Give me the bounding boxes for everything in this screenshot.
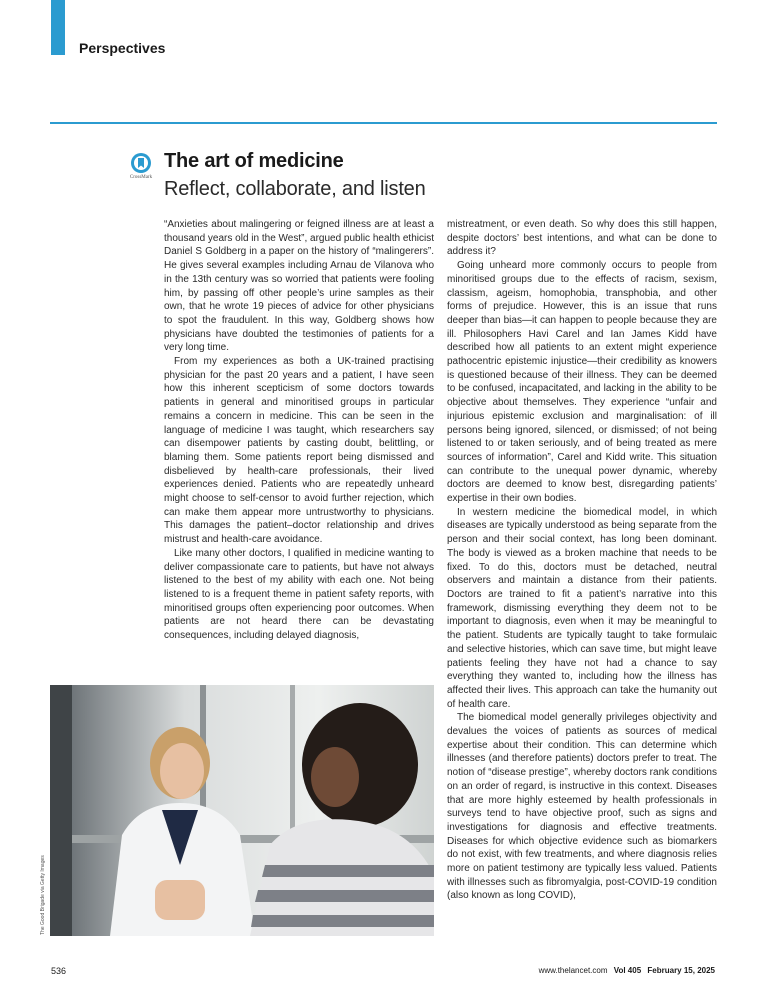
doctor-patient-consultation-image [50,685,434,936]
paragraph: mistreatment, or even death. So why does this still happen, despite doctors’ best intentions, and what can be done to address it? [447,219,717,258]
section-tab-marker [51,0,65,55]
article-subtitle: Reflect, collaborate, and listen [164,178,426,200]
right-text-column [447,218,717,903]
paragraph: In western medicine the biomedical model, in which diseases are typically understood as being separate from the person and their social context, has long been dominant. The body is viewed as a broken machine that needs to be fixed. To do this, doctors must be detached, neutral observers and maintain a distance from their patients. Doctors are trained to fit a patient’s narrative into this framework, dismissing everything they deem not to be important to diagnosis, even when it may be meaningful to the patient. Students are typically taught to take formulaic and selective histories, which can save time, but might leave patients feeling they have not had a chance to say everything they wanted to, including how the illness has affected their lives. This approach can take the humanity out of health care. [447,506,717,710]
footer-citation [535,966,715,975]
article-title: The art of medicine [164,150,344,172]
crossmark-icon [130,152,152,174]
paragraph: Like many other doctors, I qualified in medicine wanting to deliver compassionate care to patients, but have not always listened to the best of my ability with each one. Not being listened to is a frequent theme in patient safety reports, with minoritised groups often experiencing poor outcomes. When patients are not heard there can be devastating consequences, including delayed diagnosis, [164,547,434,642]
crossmark-badge[interactable] [126,152,156,180]
section-label: Perspectives [79,40,166,56]
paragraph: Going unheard more commonly occurs to people from minoritised groups due to the effects of racism, sexism, classism, ageism, homophobia, transphobia, and other forms of prejudice. However, this is an issue that runs deeper than bias—it can happen to people because they are ill. Philosophers Havi Carel and Ian James Kidd have described how all patients to an extent might experience pathocentric epistemic injustice—their credibility as knowers is questioned because of their illness. They can be deemed to be confused, incapacitated, and lacking in the ability to be objective about themselves. They experience “unfair and injurious epistemic exclusion and marginalisation: of ill persons being ignored, silenced, or dismissed; of not being listened to or taken seriously, and of being treated as mere sources of information”, Carel and Kidd write. This situation can contribute to the unequal power dynamic, whereby doctors are deemed to know best, disregarding patients’ expertise in their own bodies. [447,260,717,505]
left-text-column [164,218,434,643]
journal-website[interactable]: www.thelancet.com [538,966,608,975]
paragraph: “Anxieties about malingering or feigned illness are at least a thousand years old in the West”, argued public health ethicist Daniel S Goldberg in a paper on the history of “malingerers”. He gives several examples including Arnau de Vilanova who in the 13th century was so worried that patients were fooling him, by passing off other people’s urine samples as their own, that he wrote 19 pieces of advice for other physicians to spot the fraudulent. In this way, Goldberg shows how physicians have doubted the testimonies of patients for a very long time. [164,219,434,354]
issue-date: February 15, 2025 [647,966,715,975]
crossmark-label: CrossMark [129,175,153,180]
photo-credit: The Good Brigade via Getty Images [40,855,46,935]
page-number: 536 [51,966,67,976]
article-photo [50,685,434,936]
paragraph: From my experiences as both a UK-trained practising physician for the past 20 years and a patient, I have seen how this inherent scepticism of some doctors towards patients in general and minoritised groups in particular remains a concern in medicine. This can be seen in the language of medicine I was taught, which researchers say can disempower patients by casting doubt, belittling, or blaming them. Some patients report being dismissed and disbelieved by health-care professionals, their lived experiences denied. Patients who are repeatedly unheard might choose to self-censor to avoid further rejection, which can make them appear more untrustworthy to physicians. This damages the patient–doctor relationship and drives mistrust and health-care avoidance. [164,356,434,546]
paragraph: The biomedical model generally privileges objectivity and devalues the voices of patients as sources of medical expertise about their condition. This can determine which illnesses (and therefore patients) doctors prefer to treat. The notion of “disease prestige”, whereby doctors rank conditions on an order of regard, is instructive in this context. Diseases that are more highly esteemed by health professionals in surveys tend to have objective proof, such as signs and investigations for diagnosis and effective treatments. Diseases for which objective evidence such as biomarkers do not exist, with few treatments, and where diagnosis relies more on patient testimony are typically less valued. Patients with illnesses such as fibromyalgia, post-COVID-19 condition (also known as long COVID), [447,712,717,902]
journal-volume: Vol 405 [613,966,642,975]
header-rule [50,122,717,124]
